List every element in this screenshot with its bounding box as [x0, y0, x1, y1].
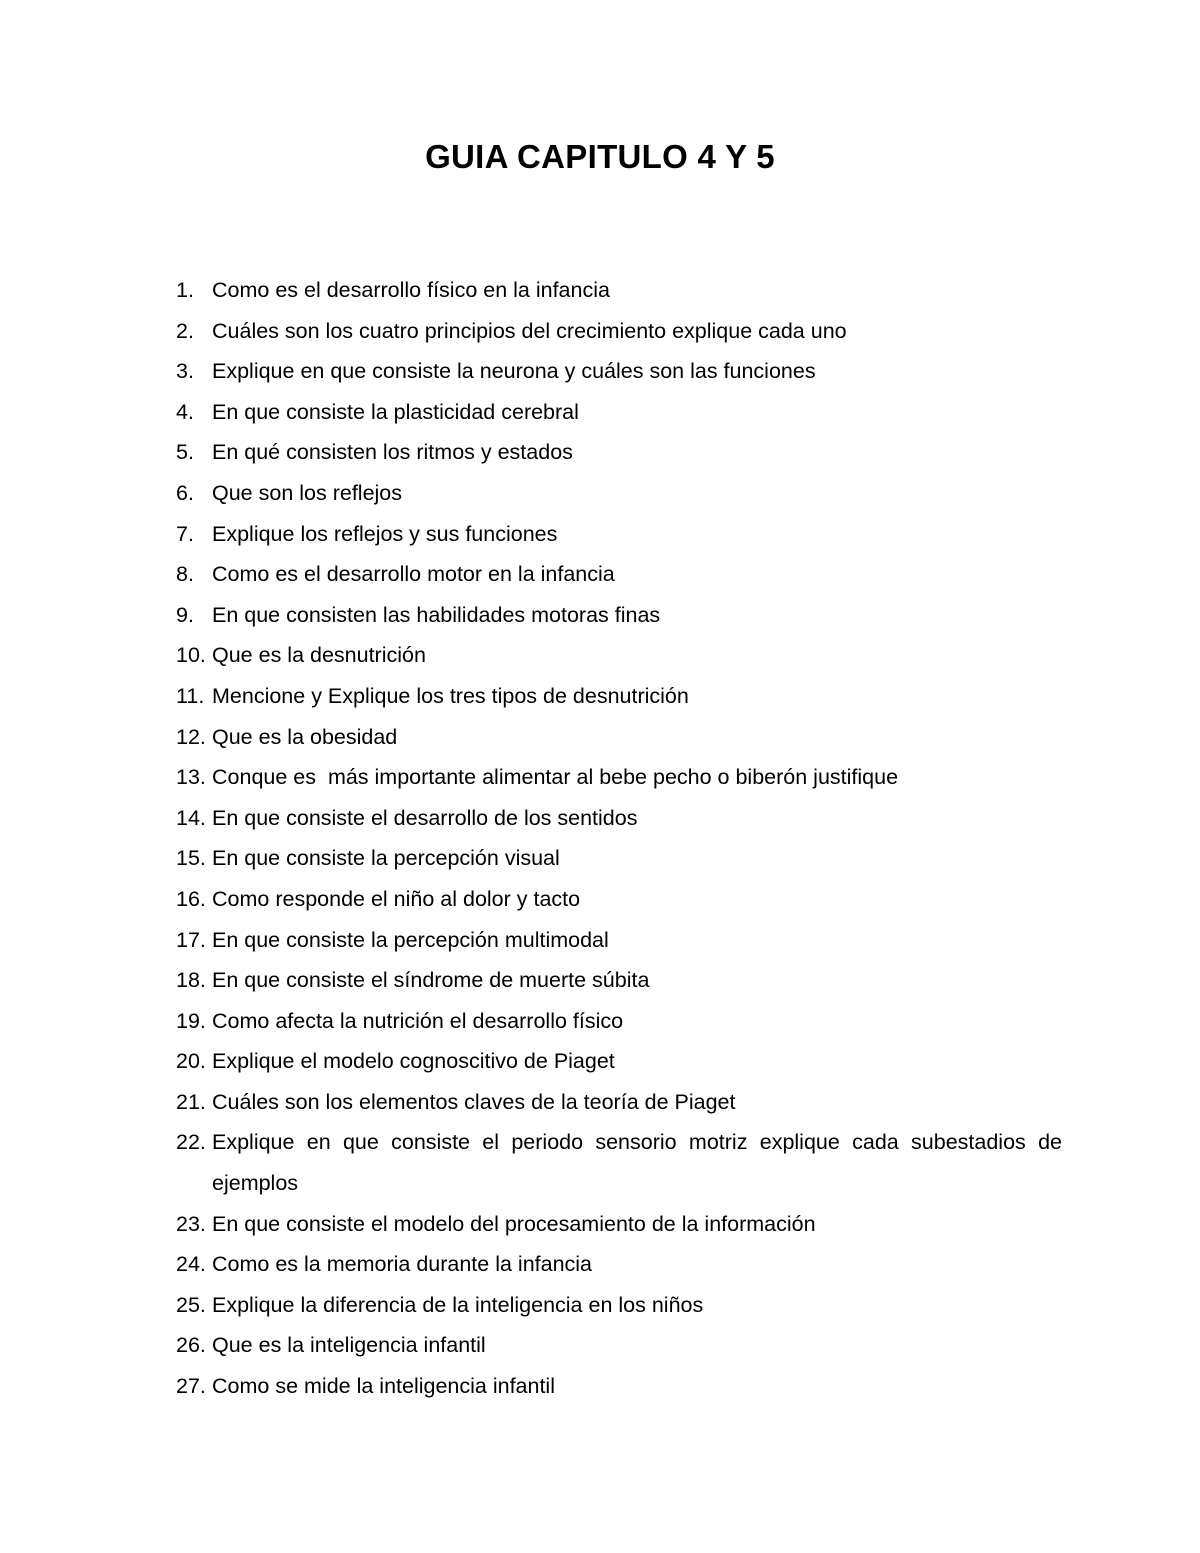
- question-text: En que consiste el síndrome de muerte súbita: [212, 968, 650, 993]
- question-number: 18.: [176, 968, 206, 993]
- question-number: 11.: [176, 683, 205, 708]
- question-text: Cuáles son los cuatro principios del crecimiento explique cada uno: [212, 318, 847, 343]
- question-text: Que es la obesidad: [212, 724, 398, 749]
- question-item-21: [176, 1082, 1062, 1123]
- question-text: Explique los reflejos y sus funciones: [212, 521, 558, 546]
- question-text: Como es el desarrollo motor en la infancia: [212, 562, 615, 587]
- question-item-16: [176, 879, 1062, 920]
- question-text: En que consiste la percepción multimodal: [212, 927, 609, 952]
- question-list: [176, 270, 1062, 1407]
- question-number: 13.: [176, 765, 206, 790]
- question-number: 27.: [176, 1374, 206, 1399]
- question-text: En que consiste el desarrollo de los sentidos: [212, 805, 638, 830]
- question-item-2: [176, 311, 1062, 352]
- question-text: Explique en que consiste el periodo sensorio motriz explique cada subestadios de ejemplos: [212, 1130, 1062, 1196]
- question-number: 23.: [176, 1211, 206, 1236]
- question-item-5: [176, 432, 1062, 473]
- question-number: 25.: [176, 1292, 206, 1317]
- question-item-19: [176, 1001, 1062, 1042]
- question-item-14: [176, 798, 1062, 839]
- question-item-10: [176, 635, 1062, 676]
- question-item-9: [176, 595, 1062, 636]
- question-text: Que es la desnutrición: [212, 643, 426, 668]
- question-item-23: [176, 1204, 1062, 1245]
- question-item-20: [176, 1041, 1062, 1082]
- question-text: Como responde el niño al dolor y tacto: [212, 886, 581, 911]
- question-item-27: [176, 1366, 1062, 1407]
- question-number: 1.: [176, 278, 194, 302]
- question-item-11: [176, 676, 1062, 717]
- question-item-8: [176, 554, 1062, 595]
- question-number: 3.: [176, 359, 194, 384]
- question-text: En qué consisten los ritmos y estados: [212, 440, 573, 465]
- question-number: 26.: [176, 1333, 206, 1358]
- question-text: Que son los reflejos: [212, 480, 403, 505]
- question-number: 21.: [176, 1089, 206, 1114]
- question-number: 24.: [176, 1252, 206, 1277]
- question-number: 9.: [176, 602, 194, 627]
- question-item-18: [176, 960, 1062, 1001]
- question-item-26: [176, 1325, 1062, 1366]
- question-item-4: [176, 392, 1062, 433]
- question-text: Explique el modelo cognoscitivo de Piaget: [212, 1049, 615, 1074]
- question-text: Explique la diferencia de la inteligencia en los niños: [212, 1292, 704, 1317]
- question-number: 7.: [176, 521, 194, 546]
- question-text: En que consiste el modelo del procesamiento de la información: [212, 1211, 816, 1236]
- question-item-17: [176, 920, 1062, 961]
- question-number: 10.: [176, 643, 206, 668]
- question-number: 19.: [176, 1008, 206, 1033]
- question-item-25: [176, 1285, 1062, 1326]
- question-item-24: [176, 1244, 1062, 1285]
- question-number: 6.: [176, 480, 194, 505]
- question-item-3: [176, 351, 1062, 392]
- question-item-6: [176, 473, 1062, 514]
- question-text: Como afecta la nutrición el desarrollo físico: [212, 1008, 624, 1033]
- question-number: 8.: [176, 562, 194, 587]
- question-item-13: [176, 757, 1062, 798]
- question-text: Mencione y Explique los tres tipos de desnutrición: [212, 683, 689, 708]
- question-text: Cuáles son los elementos claves de la teoría de Piaget: [212, 1089, 736, 1114]
- question-text: En que consiste la percepción visual: [212, 846, 560, 871]
- question-text: Conque es más importante alimentar al bebe pecho o biberón justifique: [212, 765, 899, 790]
- question-number: 15.: [176, 846, 206, 871]
- question-text: Como se mide la inteligencia infantil: [212, 1374, 555, 1399]
- question-text: En que consiste la plasticidad cerebral: [212, 399, 579, 424]
- question-text: Como es el desarrollo físico en la infancia: [212, 278, 610, 302]
- question-number: 20.: [176, 1049, 206, 1074]
- question-text: Que es la inteligencia infantil: [212, 1333, 486, 1358]
- question-item-1: [176, 270, 1062, 311]
- question-item-7: [176, 514, 1062, 555]
- question-number: 5.: [176, 440, 194, 465]
- question-number: 2.: [176, 318, 194, 343]
- question-number: 22.: [176, 1130, 206, 1155]
- question-number: 12.: [176, 724, 206, 749]
- question-text: Explique en que consiste la neurona y cuáles son las funciones: [212, 359, 816, 384]
- question-text: Como es la memoria durante la infancia: [212, 1252, 593, 1277]
- question-number: 4.: [176, 399, 194, 424]
- question-item-15: [176, 838, 1062, 879]
- question-text: En que consisten las habilidades motoras finas: [212, 602, 661, 627]
- question-number: 14.: [176, 805, 206, 830]
- question-item-12: [176, 717, 1062, 758]
- question-number: 16.: [176, 886, 206, 911]
- question-number: 17.: [176, 927, 206, 952]
- question-item-22: [176, 1122, 1062, 1203]
- page-title: GUIA CAPITULO 4 Y 5: [425, 138, 775, 175]
